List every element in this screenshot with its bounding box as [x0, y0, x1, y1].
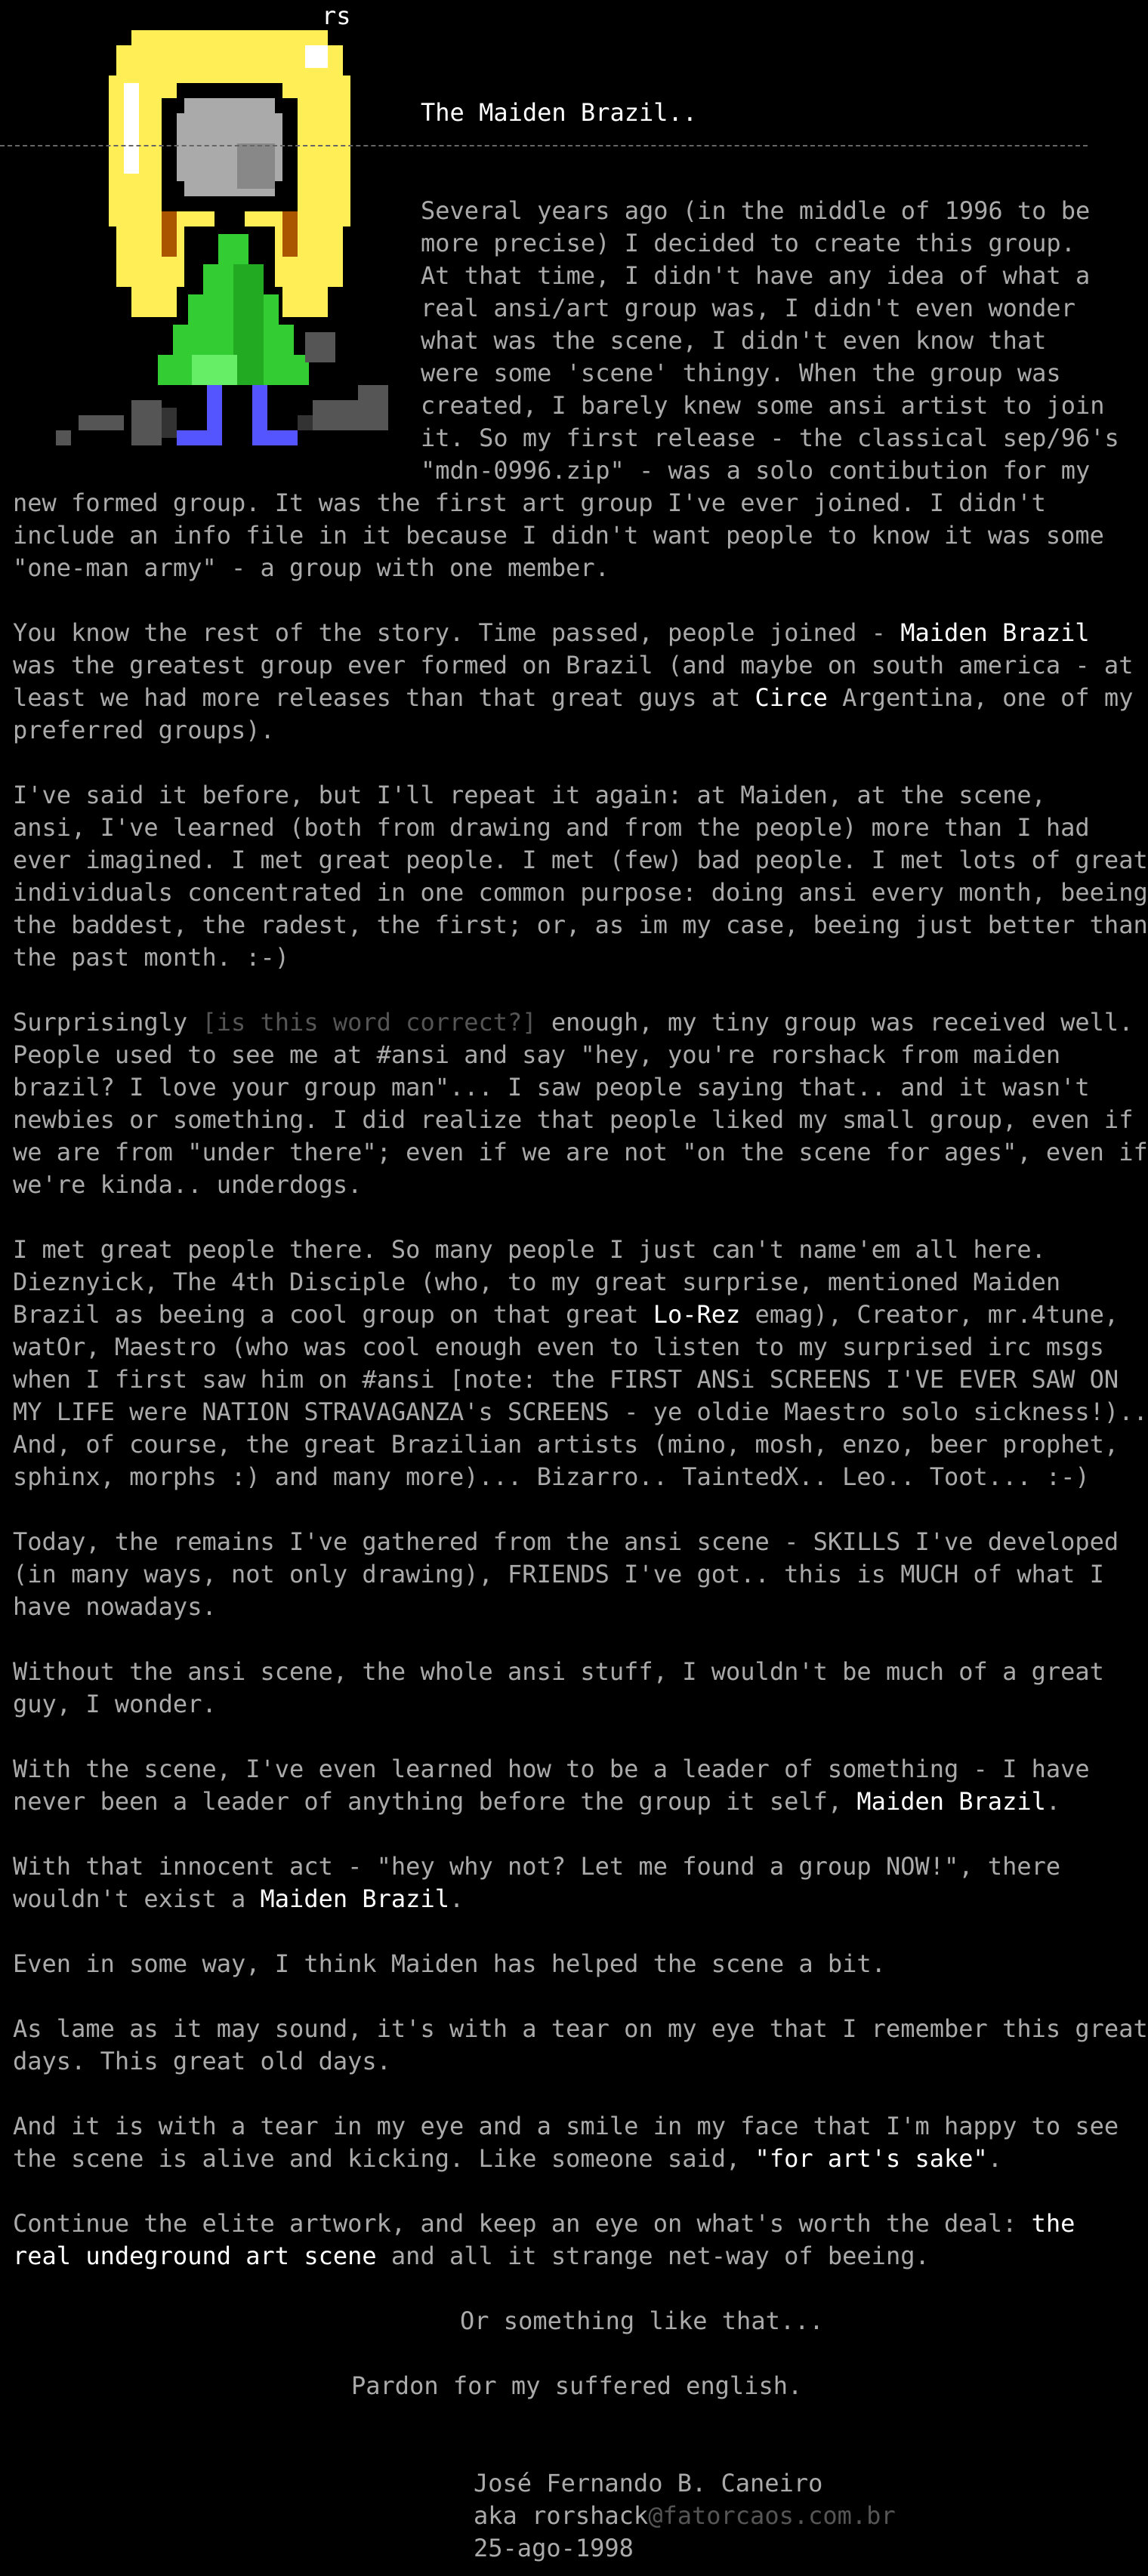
body-line: Even in some way, I think Maiden has helped the scene a bit.: [13, 1949, 886, 1978]
body-line: MY LIFE were NATION STRAVAGANZA's SCREENS - ye oldie Maestro solo sickness!)..: [13, 1397, 1148, 1426]
emphasis: the: [1031, 2209, 1075, 2238]
aside-note: [is this word correct?]: [202, 1008, 537, 1037]
group-name: Circe: [755, 683, 828, 712]
text: and all it strange net-way of beeing.: [376, 2242, 930, 2270]
text: emag), Creator, mr.4tune,: [740, 1300, 1119, 1329]
body-line: [13, 2143, 1002, 2175]
body-line: was the greatest group ever formed on Brazil (and maybe on south america - at: [13, 651, 1134, 679]
intro-line: At that time, I didn't have any idea of what a: [421, 261, 1091, 290]
intro-line: it. So my first release - the classical sep/96's: [421, 424, 1119, 452]
body-line: [13, 1786, 1060, 1818]
text: wouldn't exist a: [13, 1884, 261, 1913]
text: enough, my tiny group was received well.: [536, 1008, 1134, 1037]
group-name: Maiden Brazil: [900, 618, 1090, 647]
intro-line: "mdn-0996.zip" - was a solo contibution for my: [421, 456, 1091, 485]
emag-name: Lo-Rez: [653, 1300, 741, 1329]
body-line: new formed group. It was the first art group I've ever joined. I didn't: [13, 488, 1046, 517]
closing-line: Pardon for my suffered english.: [351, 2371, 803, 2400]
body-line: "one-man army" - a group with one member.: [13, 553, 609, 582]
closing-line: Or something like that...: [460, 2306, 824, 2335]
body-line: And, of course, the great Brazilian artists (mino, mosh, enzo, beer prophet,: [13, 1430, 1119, 1459]
text: Brazil as beeing a cool group on that great: [13, 1300, 653, 1329]
body-line: Without the ansi scene, the whole ansi stuff, I wouldn't be much of a great: [13, 1657, 1104, 1686]
body-line: I've said it before, but I'll repeat it again: at Maiden, at the scene,: [13, 781, 1046, 809]
text: never been a leader of anything before the group it self,: [13, 1787, 857, 1816]
body-line: preferred groups).: [13, 716, 275, 744]
body-line: the baddest, the radest, the first; or, as im my case, beeing just better than: [13, 911, 1148, 939]
body-line: [13, 1883, 464, 1915]
signature-date: 25-ago-1998: [474, 2534, 634, 2562]
text: Argentina, one of my: [827, 683, 1134, 712]
body-line: People used to see me at #ansi and say "hey, you're rorshack from maiden: [13, 1040, 1061, 1069]
aka-text: aka rorshack: [474, 2501, 649, 2530]
artist-initials: rs: [322, 2, 351, 30]
body-line: include an info file in it because I didn't want people to know it was some: [13, 521, 1104, 550]
body-line: Today, the remains I've gathered from the ansi scene - SKILLS I've developed: [13, 1527, 1119, 1556]
body-line: guy, I wonder.: [13, 1690, 217, 1718]
body-line: And it is with a tear in my eye and a smile in my face that I'm happy to see: [13, 2112, 1119, 2140]
body-line: when I first saw him on #ansi [note: the FIRST ANSi SCREENS I'VE EVER SAW ON: [13, 1365, 1119, 1394]
intro-line: created, I barely knew some ansi artist to join: [421, 391, 1105, 420]
legs: [177, 385, 298, 445]
body-line: days. This great old days.: [13, 2047, 391, 2075]
body-line: [13, 2240, 930, 2272]
body-line: As lame as it may sound, it's with a tear on my eye that I remember this great: [13, 2014, 1148, 2043]
body-line: have nowadays.: [13, 1592, 217, 1621]
email-domain: @fatorcaos.com.br: [648, 2501, 896, 2530]
text: Continue the elite artwork, and keep an eye on what's worth the deal:: [13, 2209, 1032, 2238]
separator-line: [0, 145, 1088, 146]
text: .: [1045, 1787, 1061, 1816]
body-line: [13, 617, 1090, 649]
body-line: (in many ways, not only drawing), FRIENDS I've got.. this is MUCH of what I: [13, 1560, 1104, 1588]
emphasis: real undeground art scene: [13, 2242, 377, 2270]
body-line: we're kinda.. underdogs.: [13, 1170, 363, 1199]
body-line: [13, 1006, 1133, 1039]
body-line: we are from "under there"; even if we are not "on the scene for ages", even if: [13, 1138, 1148, 1166]
body-line: With the scene, I've even learned how to be a leader of something - I have: [13, 1755, 1090, 1783]
body-line: Dieznyick, The 4th Disciple (who, to my great surprise, mentioned Maiden: [13, 1268, 1061, 1296]
intro-line: more precise) I decided to create this group.: [421, 229, 1075, 257]
body-line: ansi, I've learned (both from drawing and from the people) more than I had: [13, 813, 1090, 842]
text: .: [449, 1884, 464, 1913]
face: [162, 83, 298, 234]
ansi-girl-illustration: [48, 23, 403, 461]
body-line: newbies or something. I did realize that people liked my small group, even if: [13, 1105, 1134, 1134]
group-name: Maiden Brazil: [260, 1884, 449, 1913]
body-line: With that innocent act - "hey why not? Let me found a group NOW!", there: [13, 1852, 1061, 1881]
signature-name: José Fernando B. Caneiro: [474, 2469, 823, 2497]
body-line: individuals concentrated in one common purpose: doing ansi every month, beeing: [13, 878, 1148, 907]
text: least we had more releases than that great guys at: [13, 683, 755, 712]
signature-aka: [474, 2500, 896, 2532]
document-title: The Maiden Brazil..: [421, 98, 698, 127]
text: You know the rest of the story. Time passed, people joined -: [13, 618, 901, 647]
body-line: [13, 2208, 1075, 2240]
text: the scene is alive and kicking. Like someone said,: [13, 2144, 755, 2173]
body-line: the past month. :-): [13, 943, 290, 972]
intro-line: real ansi/art group was, I didn't even wonder: [421, 294, 1075, 322]
intro-line: Several years ago (in the middle of 1996 to be: [421, 196, 1091, 225]
body-line: sphinx, morphs :) and many more)... Bizarro.. TaintedX.. Leo.. Toot... :-): [13, 1462, 1090, 1491]
body-line: brazil? I love your group man"... I saw people saying that.. and it wasn't: [13, 1073, 1090, 1102]
text: Surprisingly: [13, 1008, 202, 1037]
body-line: [13, 682, 1133, 714]
body-line: [13, 1299, 1119, 1331]
text: .: [987, 2144, 1003, 2173]
body-line: watOr, Maestro (who was cool enough even to listen to my surprised irc msgs: [13, 1333, 1104, 1361]
quote: "for art's sake": [755, 2144, 988, 2173]
body-line: ever imagined. I met great people. I met (few) bad people. I met lots of great: [13, 846, 1148, 874]
body-line: I met great people there. So many people I just can't name'em all here.: [13, 1235, 1046, 1264]
intro-line: what was the scene, I didn't even know that: [421, 326, 1047, 355]
intro-line: were some 'scene' thingy. When the group was: [421, 359, 1061, 387]
group-name: Maiden Brazil: [856, 1787, 1046, 1816]
